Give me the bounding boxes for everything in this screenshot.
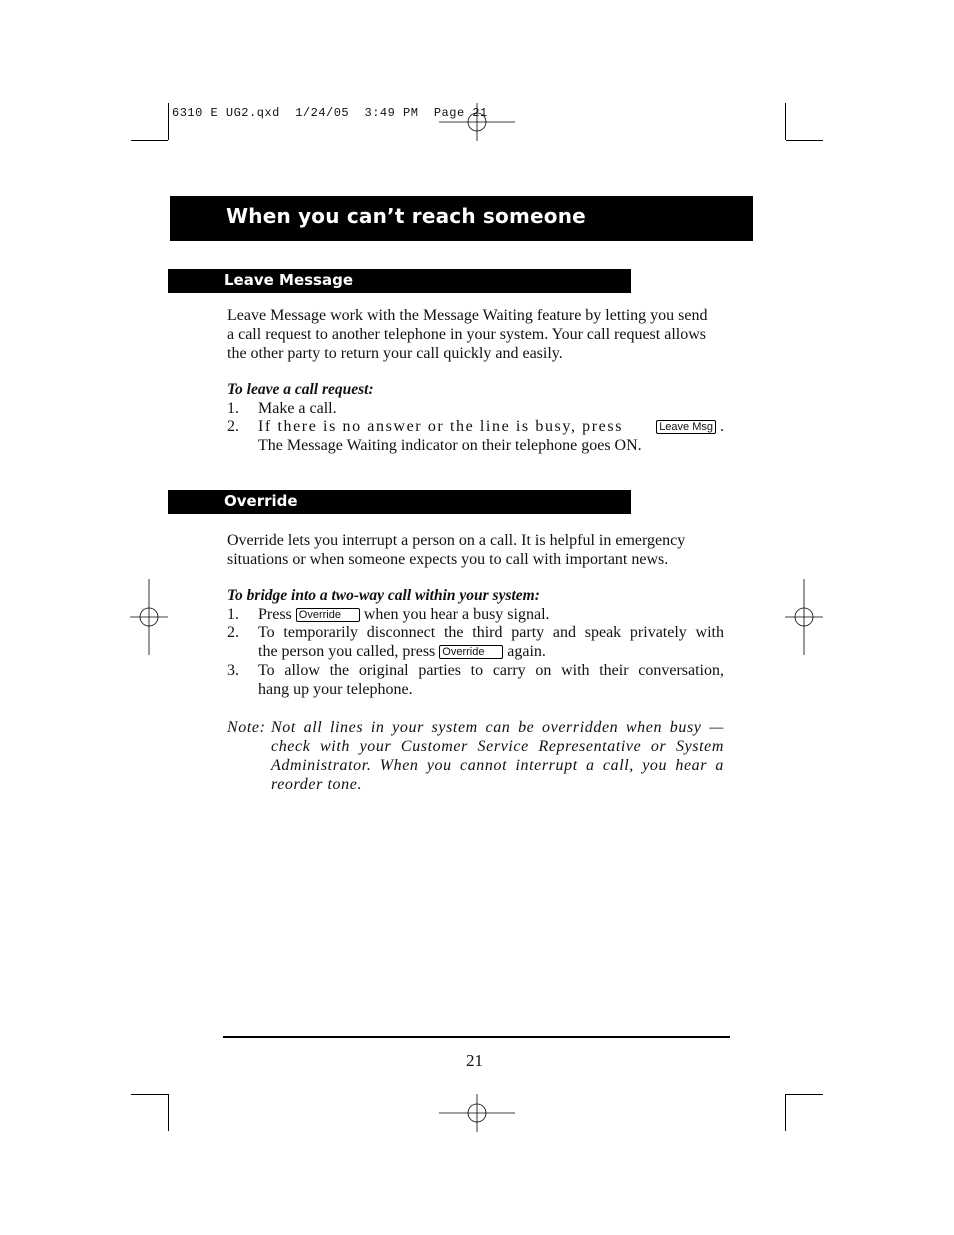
list-text: Make a call. xyxy=(258,400,337,417)
text-line xyxy=(227,718,724,737)
text-line: the other party to return your call quickly and easily. xyxy=(227,345,563,362)
override-subheading: To bridge into a two-way call within your system: xyxy=(227,587,540,604)
list-number: 2. xyxy=(227,624,239,641)
list-item xyxy=(227,662,724,700)
list-number: 2. xyxy=(227,418,239,435)
crop-mark xyxy=(168,103,169,140)
text-line: reorder tone. xyxy=(271,776,363,793)
list-number: 3. xyxy=(227,662,239,679)
list-number: 1. xyxy=(227,606,239,623)
text-line xyxy=(258,643,724,662)
list-item xyxy=(227,418,724,456)
text-line: situations or when someone expects you to call with important news. xyxy=(227,551,669,568)
list-text xyxy=(258,418,724,455)
text-line: Administrator. When you cannot interrupt a call, you hear a xyxy=(271,757,724,774)
override-key: Override xyxy=(439,645,503,659)
page-title: When you can’t reach someone xyxy=(226,204,586,228)
section-heading: Leave Message xyxy=(224,271,354,289)
text-line: check with your Customer Service Representative or System xyxy=(271,738,724,755)
text-line: a call request to another telephone in your system. Your call request allows xyxy=(227,326,706,343)
text-span: again. xyxy=(507,642,546,660)
crop-mark xyxy=(785,1094,786,1131)
leave-message-subheading: To leave a call request: xyxy=(227,381,374,398)
override-intro xyxy=(227,531,724,569)
crop-mark xyxy=(131,140,168,141)
page-number: 21 xyxy=(466,1051,483,1070)
list-text xyxy=(258,662,724,699)
text-line: To allow the original parties to carry on with their conversation, xyxy=(258,662,724,679)
list-text xyxy=(258,624,724,661)
note-block xyxy=(227,718,724,794)
crop-mark xyxy=(786,140,823,141)
text-line: The Message Waiting indicator on their telephone goes ON. xyxy=(258,436,642,454)
print-slug: 6310 E UG2.qxd 1/24/05 3:49 PM Page 21 xyxy=(172,106,488,120)
text-line: Leave Message work with the Message Waiting feature by letting you send xyxy=(227,307,708,324)
text-line: Override lets you interrupt a person on a call. It is helpful in emergency xyxy=(227,532,686,549)
text-span: Not all lines in your system can be overridden when busy — xyxy=(271,719,724,736)
registration-mark-icon xyxy=(130,579,168,655)
crop-mark xyxy=(131,1094,168,1095)
leave-message-intro xyxy=(227,306,724,363)
text-span: when you hear a busy signal. xyxy=(363,606,550,623)
list-item xyxy=(227,400,724,419)
text-line: hang up your telephone. xyxy=(258,680,413,698)
list-item xyxy=(227,606,724,625)
footer-rule xyxy=(223,1036,730,1038)
text-span: If there is no answer or the line is busy, press xyxy=(258,418,624,435)
crop-mark xyxy=(785,103,786,140)
registration-mark-icon xyxy=(785,579,823,655)
registration-mark-icon xyxy=(439,103,515,141)
override-key: Override xyxy=(296,608,360,622)
section-heading: Override xyxy=(224,492,298,510)
text-span: the person you called, press xyxy=(258,642,436,660)
text-line: To temporarily disconnect the third party and speak privately with xyxy=(258,624,724,641)
crop-mark xyxy=(786,1094,823,1095)
section-heading-bar xyxy=(168,269,631,293)
section-heading-bar xyxy=(168,490,631,514)
text-span: Press xyxy=(258,606,292,623)
text-span: . xyxy=(720,418,724,435)
list-item xyxy=(227,624,724,662)
registration-mark-icon xyxy=(439,1094,515,1132)
page-title-bar xyxy=(170,196,753,241)
list-text xyxy=(258,606,724,625)
note-label: Note: xyxy=(227,719,266,736)
list-number: 1. xyxy=(227,400,239,417)
leave-msg-key: Leave Msg xyxy=(656,420,716,434)
crop-mark xyxy=(168,1094,169,1131)
